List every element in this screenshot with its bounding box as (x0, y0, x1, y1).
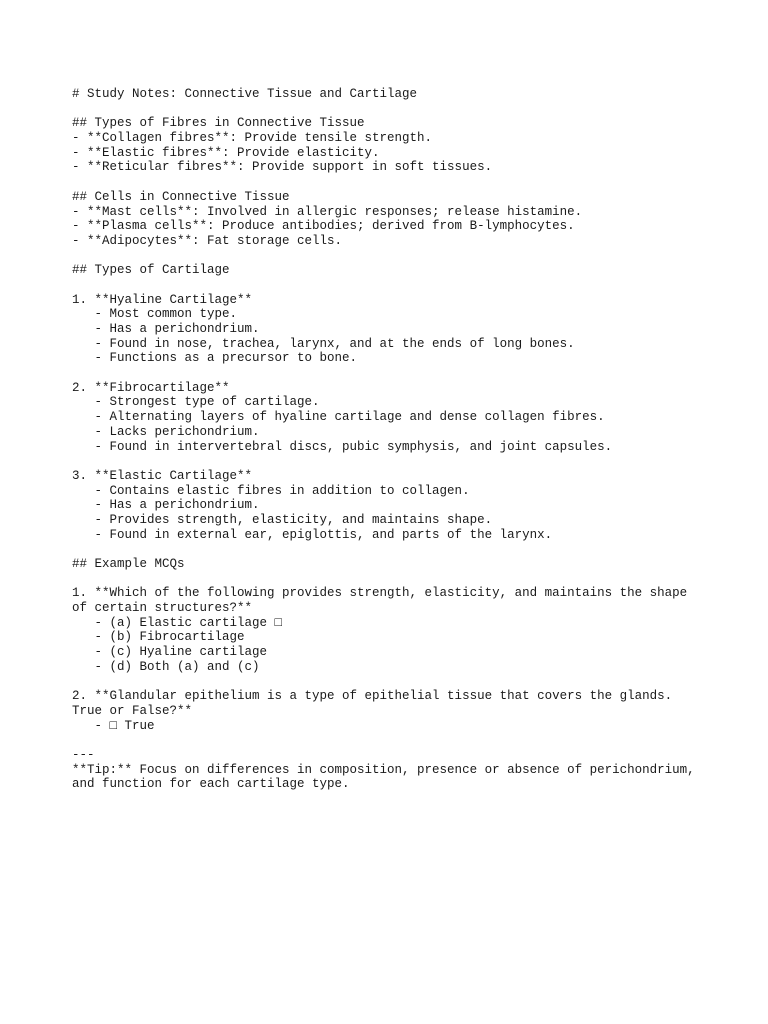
fibres-section (72, 116, 732, 175)
tip-text: **Tip:** Focus on differences in composition, presence or absence of perichondrium, (72, 762, 695, 777)
spacer (72, 542, 732, 557)
mcq-question-2 (72, 689, 732, 733)
cell-item: - **Mast cells**: Involved in allergic responses; release histamine. (72, 204, 583, 219)
question-text: 2. **Glandular epithelium is a type of epithelial tissue that covers the glands. (72, 689, 673, 704)
cartilage-point: - Found in nose, trachea, larynx, and at the ends of long bones. (72, 336, 575, 351)
spacer (72, 278, 732, 293)
cartilage-point: - Strongest type of cartilage. (72, 395, 320, 410)
answer-option: - (d) Both (a) and (c) (72, 659, 260, 674)
question-text: True or False?** (72, 703, 193, 718)
cell-item: - **Plasma cells**: Produce antibodies; derived from B-lymphocytes. (72, 219, 575, 234)
cartilage-section (72, 263, 732, 542)
document-title: # Study Notes: Connective Tissue and Cartilage (72, 87, 418, 101)
cell-item: - **Adipocytes**: Fat storage cells. (72, 233, 343, 248)
fibre-item: - **Reticular fibres**: Provide support in soft tissues. (72, 160, 493, 175)
cells-heading: ## Cells in Connective Tissue (72, 189, 290, 204)
question-text: of certain structures?** (72, 601, 253, 616)
cartilage-point: - Provides strength, elasticity, and maintains shape. (72, 512, 493, 527)
spacer (72, 102, 732, 117)
cartilage-type-fibrocartilage (72, 381, 732, 454)
spacer (72, 675, 732, 690)
mcq-question-1 (72, 586, 732, 674)
question-text: 1. **Which of the following provides strength, elasticity, and maintains the shape (72, 586, 688, 601)
answer-option: - □ True (72, 718, 155, 733)
answer-option: - (c) Hyaline cartilage (72, 645, 268, 660)
cartilage-type-title: 2. **Fibrocartilage** (72, 380, 230, 395)
cartilage-type-hyaline (72, 293, 732, 366)
answer-option: - (a) Elastic cartilage □ (72, 615, 283, 630)
spacer (72, 572, 732, 587)
mcq-section (72, 557, 732, 733)
cartilage-point: - Lacks perichondrium. (72, 424, 260, 439)
answer-option: - (b) Fibrocartilage (72, 630, 245, 645)
cartilage-point: - Has a perichondrium. (72, 322, 260, 336)
fibres-heading: ## Types of Fibres in Connective Tissue (72, 116, 365, 131)
cartilage-point: - Most common type. (72, 307, 238, 322)
cartilage-point: - Functions as a precursor to bone. (72, 351, 358, 366)
separator: --- (72, 747, 95, 762)
tip-section (72, 763, 732, 792)
study-notes-document (72, 87, 732, 792)
fibre-item: - **Collagen fibres**: Provide tensile strength. (72, 131, 433, 146)
cartilage-point: - Contains elastic fibres in addition to collagen. (72, 483, 470, 498)
cartilage-point: - Found in external ear, epiglottis, and parts of the larynx. (72, 527, 553, 542)
cells-section (72, 190, 732, 249)
mcq-heading: ## Example MCQs (72, 557, 185, 571)
cartilage-type-title: 3. **Elastic Cartilage** (72, 468, 253, 483)
cartilage-type-elastic (72, 469, 732, 542)
cartilage-point: - Has a perichondrium. (72, 498, 260, 513)
cartilage-type-title: 1. **Hyaline Cartilage** (72, 292, 253, 307)
spacer (72, 454, 732, 469)
cartilage-point: - Found in intervertebral discs, pubic symphysis, and joint capsules. (72, 439, 613, 454)
cartilage-heading: ## Types of Cartilage (72, 263, 230, 278)
spacer (72, 733, 732, 748)
spacer (72, 249, 732, 264)
spacer (72, 366, 732, 381)
spacer (72, 175, 732, 190)
cartilage-point: - Alternating layers of hyaline cartilage and dense collagen fibres. (72, 410, 605, 425)
fibre-item: - **Elastic fibres**: Provide elasticity. (72, 145, 380, 160)
tip-text: and function for each cartilage type. (72, 777, 350, 792)
